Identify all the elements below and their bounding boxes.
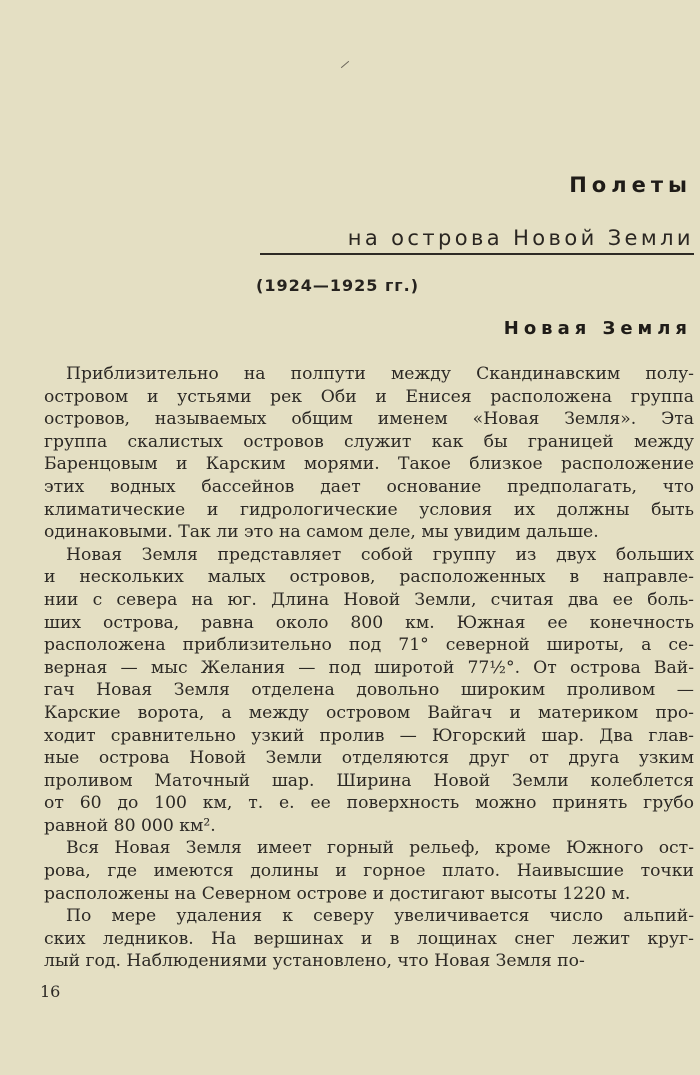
text-line: климатические и гидрологические условия их должны быть (44, 499, 694, 520)
text-line: Приблизительно на полпути между Скандинавским полу- (66, 364, 694, 384)
text-line: и нескольких малых островов, расположенных в направле- (44, 567, 694, 588)
title-underline (260, 253, 694, 255)
text-line: от 60 до 100 км, т. е. ее поверхность можно принять грубо (44, 793, 694, 814)
text-line: ских ледников. На вершинах и в лощинах снег лежит круг- (44, 928, 694, 949)
text-line: ших острова, равна около 800 км. Южная ее конечность (44, 612, 694, 633)
text-line: рова, где имеются долины и горное плато. Наивысшие точки (44, 861, 694, 882)
chapter-years: (1924—1925 гг.) (256, 276, 420, 295)
text-line: Карские ворота, а между островом Вайгач и материком про- (44, 702, 694, 723)
page-number: 16 (40, 982, 61, 1001)
paragraph (44, 363, 694, 544)
text-line: нии с севера на юг. Длина Новой Земли, считая два ее боль- (44, 589, 694, 610)
text-line: Баренцовым и Карским морями. Такое близкое расположение (44, 454, 694, 475)
text-line: По мере удаления к северу увеличивается число альпий- (66, 906, 694, 927)
text-line: островом и устьями рек Оби и Енисея расположена группа (44, 386, 694, 407)
text-line: группа скалистых островов служит как бы границей между (44, 431, 694, 452)
text-line: одинаковыми. Так ли это на самом деле, мы увидим дальше. (44, 522, 599, 543)
section-heading: Новая Земля (503, 318, 692, 339)
text-line: лый год. Наблюдениями установлено, что Новая Земля по- (44, 951, 585, 972)
text-line: ные острова Новой Земли отделяются друг от друга узким (44, 748, 694, 769)
paragraph (44, 837, 694, 905)
paragraph (44, 544, 694, 838)
print-mark (341, 61, 349, 68)
text-line: расположена приблизительно под 71° северной широты, а се- (44, 635, 694, 656)
paragraph (44, 905, 694, 973)
text-line: равной 80 000 км². (44, 815, 216, 836)
text-line: островов, называемых общим именем «Новая Земля». Эта (44, 409, 694, 430)
text-line: гач Новая Земля отделена довольно широким проливом — (44, 680, 694, 701)
text-line: верная — мыс Желания — под широтой 77½°. От острова Вай- (44, 657, 694, 678)
chapter-title: Полеты (569, 173, 692, 197)
text-line: Новая Земля представляет собой группу из двух больших (66, 544, 694, 565)
chapter-subtitle: на острова Новой Земли (347, 226, 694, 250)
body-text (44, 363, 694, 973)
text-line: этих водных бассейнов дает основание предполагать, что (44, 476, 694, 497)
text-line: расположены на Северном острове и достигают высоты 1220 м. (44, 883, 631, 904)
text-line: Вся Новая Земля имеет горный рельеф, кроме Южного ост- (66, 838, 694, 859)
text-line: ходит сравнительно узкий пролив — Югорский шар. Два глав- (44, 725, 694, 746)
text-line: проливом Маточный шар. Ширина Новой Земли колеблется (44, 770, 694, 791)
